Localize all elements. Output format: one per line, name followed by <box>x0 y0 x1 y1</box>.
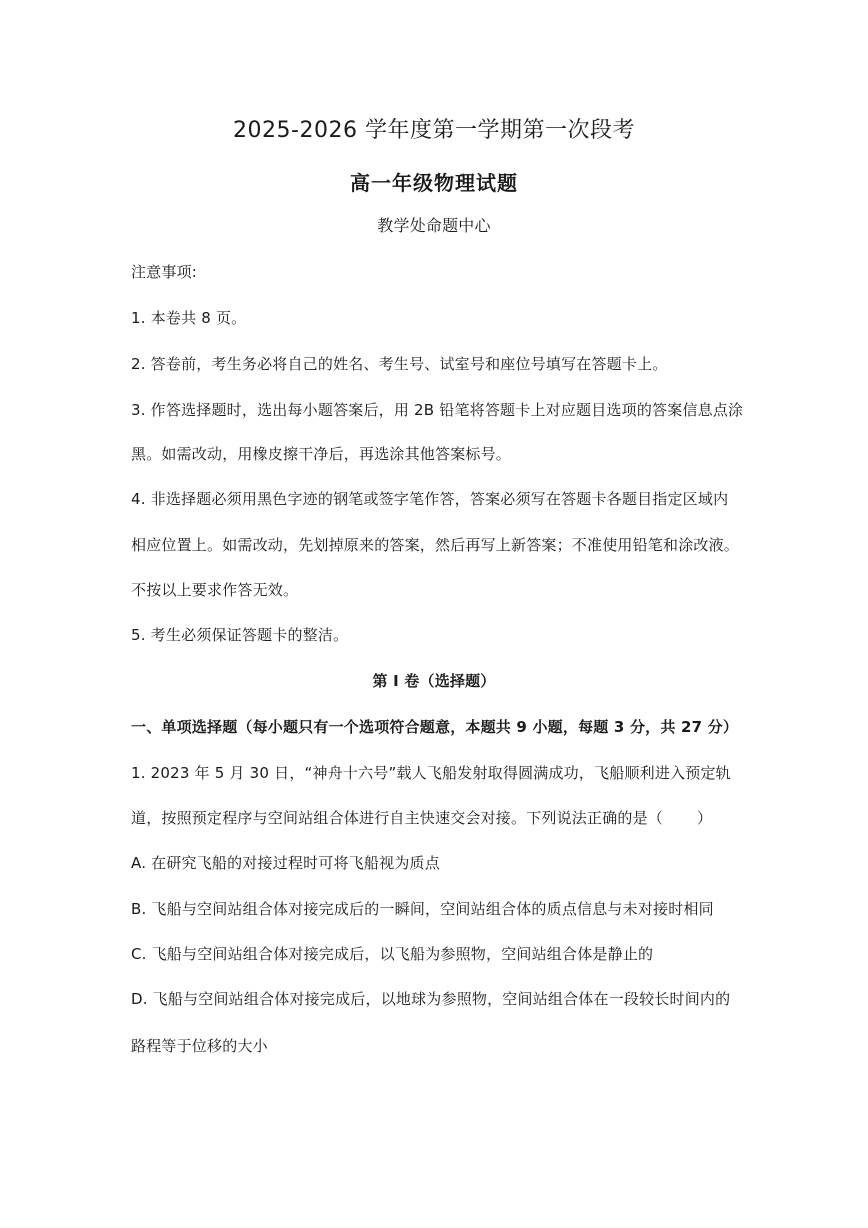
notice-heading: 注意事项: <box>131 263 198 281</box>
section-title: 第 I 卷（选择题） <box>372 672 496 690</box>
notice-item: 相应位置上。如需改动，先划掉原来的答案，然后再写上新答案；不准使用铅笔和涂改液。 <box>131 536 740 554</box>
notice-item: 5. 考生必须保证答题卡的整洁。 <box>131 626 349 644</box>
option-b: B. 飞船与空间站组合体对接完成后的一瞬间，空间站组合体的质点信息与未对接时相同 <box>131 900 714 918</box>
answer-blank-close: ） <box>697 809 713 827</box>
exam-subtitle: 高一年级物理试题 <box>350 171 518 195</box>
question-stem-continued <box>131 808 712 828</box>
notice-item: 黑。如需改动，用橡皮擦干净后，再选涂其他答案标号。 <box>131 445 512 463</box>
notice-item: 4. 非选择题必须用黑色字迹的钢笔或签字笔作答，答案必须写在答题卡各题目指定区域内 <box>131 490 729 508</box>
option-c: C. 飞船与空间站组合体对接完成后，以飞船为参照物，空间站组合体是静止的 <box>131 945 654 963</box>
option-d: D. 飞船与空间站组合体对接完成后，以地球为参照物，空间站组合体在一段较长时间内的 <box>131 990 731 1008</box>
question-stem-text: 道，按照预定程序与空间站组合体进行自主快速交会对接。下列说法正确的是（ <box>131 809 664 827</box>
part-heading: 一、单项选择题（每小题只有一个选项符合题意，本题共 9 小题，每题 3 分，共 27 分） <box>131 718 739 736</box>
notice-item: 1. 本卷共 8 页。 <box>131 309 247 327</box>
option-d-continued: 路程等于位移的大小 <box>131 1037 268 1055</box>
option-a: A. 在研究飞船的对接过程时可将飞船视为质点 <box>131 854 440 872</box>
exam-title: 2025-2026 学年度第一学期第一次段考 <box>233 118 635 143</box>
notice-item: 不按以上要求作答无效。 <box>131 581 299 599</box>
question-stem: 1. 2023 年 5 月 30 日，“神舟十六号”载人飞船发射取得圆满成功，飞船顺利进入预定轨 <box>131 764 731 782</box>
notice-item: 3. 作答选择题时，选出每小题答案后，用 2B 铅笔将答题卡上对应题目选项的答案信息点涂 <box>131 401 744 419</box>
notice-item: 2. 答卷前，考生务必将自己的姓名、考生号、试室号和座位号填写在答题卡上。 <box>131 355 668 373</box>
department-label: 教学处命题中心 <box>377 216 491 235</box>
